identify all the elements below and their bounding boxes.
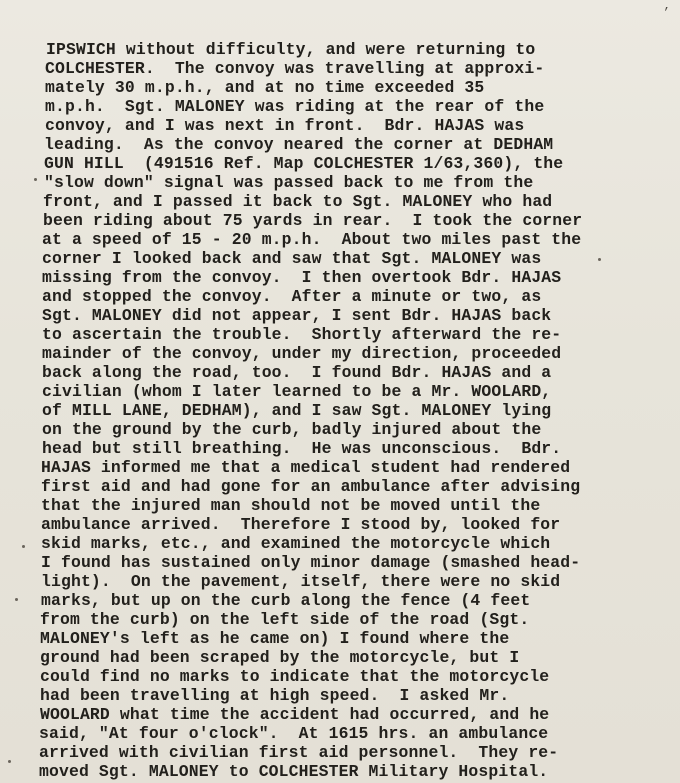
typed-line: light). On the pavement, itself, there were no skid [41, 572, 561, 591]
typed-line: moved Sgt. MALONEY to COLCHESTER Military Hospital. [39, 762, 549, 781]
typed-line: front, and I passed it back to Sgt. MALONEY who had [43, 192, 553, 211]
typed-line: from the curb) on the left side of the road (Sgt. [40, 610, 530, 629]
typed-line: missing from the convoy. I then overtook Bdr. HAJAS [42, 268, 562, 287]
typed-line: mately 30 m.p.h., and at no time exceeded 35 [45, 78, 485, 97]
typed-line: at a speed of 15 - 20 m.p.h. About two miles past the [42, 230, 582, 249]
typed-line: civilian (whom I later learned to be a Mr. WOOLARD, [42, 382, 552, 401]
typed-line: m.p.h. Sgt. MALONEY was riding at the rear of the [45, 97, 545, 116]
typed-line: of MILL LANE, DEDHAM), and I saw Sgt. MALONEY lying [42, 401, 552, 420]
typed-line: back along the road, too. I found Bdr. HAJAS and a [42, 363, 552, 382]
typed-line: IPSWICH without difficulty, and were returning to [46, 40, 536, 59]
typed-line: on the ground by the curb, badly injured about the [42, 420, 542, 439]
typed-line: marks, but up on the curb along the fence (4 feet [41, 591, 531, 610]
typed-line: arrived with civilian first aid personnel. They re- [39, 743, 559, 762]
paper-speck [34, 178, 37, 181]
typed-line: head but still breathing. He was unconscious. Bdr. [42, 439, 562, 458]
typed-line: and stopped the convoy. After a minute or two, as [42, 287, 542, 306]
typed-line: "slow down" signal was passed back to me from the [44, 173, 534, 192]
typed-line: Sgt. MALONEY did not appear, I sent Bdr. HAJAS back [42, 306, 552, 325]
typed-line: COLCHESTER. The convoy was travelling at approxi- [45, 59, 545, 78]
typed-text-block [38, 40, 668, 781]
typed-line: ground had been scraped by the motorcycle, but I [40, 648, 520, 667]
typed-line: ambulance arrived. Therefore I stood by, looked for [41, 515, 561, 534]
typed-line: leading. As the convoy neared the corner at DEDHAM [44, 135, 554, 154]
typed-line: said, "At four o'clock". At 1615 hrs. an ambulance [39, 724, 549, 743]
typed-line: could find no marks to indicate that the motorcycle [40, 667, 550, 686]
typed-line: to ascertain the trouble. Shortly afterward the re- [42, 325, 562, 344]
typed-line: WOOLARD what time the accident had occurred, and he [40, 705, 550, 724]
typed-line: that the injured man should not be moved until the [41, 496, 541, 515]
typed-line: HAJAS informed me that a medical student had rendered [41, 458, 571, 477]
corner-mark: ’ [662, 6, 670, 20]
typed-line: skid marks, etc., and examined the motorcycle which [41, 534, 551, 553]
typed-line: I found has sustained only minor damage (smashed head- [41, 553, 581, 572]
paper-speck [8, 760, 11, 763]
typed-line: MALONEY's left as he came on) I found where the [40, 629, 510, 648]
typed-line: had been travelling at high speed. I asked Mr. [40, 686, 510, 705]
bleed-through-area [0, 0, 680, 40]
paper-speck [22, 545, 25, 548]
paper-speck [598, 258, 601, 261]
typed-line: corner I looked back and saw that Sgt. MALONEY was [42, 249, 542, 268]
typed-line: GUN HILL (491516 Ref. Map COLCHESTER 1/63,360), the [44, 154, 564, 173]
typed-line: been riding about 75 yards in rear. I took the corner [43, 211, 583, 230]
typed-line: first aid and had gone for an ambulance after advising [41, 477, 581, 496]
typed-line: convoy, and I was next in front. Bdr. HAJAS was [45, 116, 525, 135]
typed-line: mainder of the convoy, under my direction, proceeded [42, 344, 562, 363]
paper-speck [15, 598, 18, 601]
